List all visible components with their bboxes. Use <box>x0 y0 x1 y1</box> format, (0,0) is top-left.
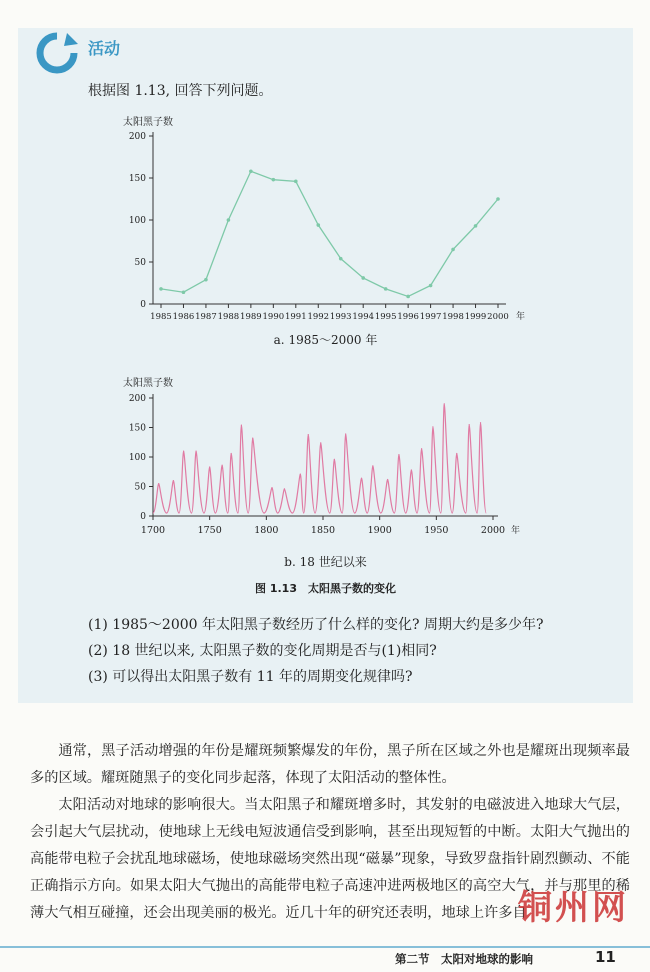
chart-a-x-tick-label: 1988 <box>217 312 240 322</box>
chart-a-caption: a. 1985～2000 年 <box>273 333 378 347</box>
chart-b-peak-point <box>469 424 470 425</box>
chart-b-x-tick-label: 1950 <box>424 525 449 536</box>
chart-b-peak-point <box>195 451 196 452</box>
chart-b-peak-point <box>252 438 253 439</box>
chart-a-data-point <box>361 276 365 280</box>
chart-b-y-tick-label: 100 <box>128 453 146 463</box>
page-number: 11 <box>595 948 616 966</box>
question-3: (3) 可以得出太阳黑子数有 11 年的周期变化规律吗? <box>88 669 413 685</box>
watermark: 铜州网 <box>518 888 629 928</box>
chart-a-x-tick-label: 1991 <box>284 312 307 322</box>
question-1: (1) 1985～2000 年太阳黑子数经历了什么样的变化? 周期大约是多少年? <box>88 617 544 633</box>
chart-a-x-tick-label: 1999 <box>464 312 487 322</box>
chart-b-y-label: 太阳黑子数 <box>123 378 173 389</box>
chart-a-data-point <box>474 224 478 228</box>
chart-a-series-line <box>161 171 498 296</box>
chart-a-data-point <box>384 287 388 291</box>
chart-b-x-tick-label: 1750 <box>197 525 222 536</box>
chart-b-peak-point <box>372 465 373 466</box>
chart-b-y-tick-label: 50 <box>134 482 146 493</box>
chart-a-y-tick-label: 150 <box>128 174 146 184</box>
chart-b-x-tick-label: 1900 <box>367 525 392 536</box>
chart-b-peak-point <box>444 403 445 404</box>
activity-intro: 根据图 1.13, 回答下列问题。 <box>88 83 273 99</box>
chart-b-peak-point <box>320 442 321 443</box>
chart-b-peak-point <box>231 453 232 454</box>
chart-a-y-tick-label: 0 <box>140 300 146 310</box>
chart-a-data-point <box>249 169 253 173</box>
chart-b-y-tick-label: 200 <box>128 394 146 404</box>
chart-b-x-tick-label: 1700 <box>140 525 166 536</box>
chart-b-y-tick-label: 0 <box>140 512 146 522</box>
chart-b-peak-point <box>271 487 272 488</box>
chart-b-caption: b. 18 世纪以来 <box>284 555 367 569</box>
chart-a-x-tick-label: 1992 <box>307 312 330 322</box>
activity-title: 活动 <box>88 39 121 58</box>
chart-a-x-tick-label: 1995 <box>374 312 397 322</box>
chart-b-peak-point <box>241 425 242 426</box>
chart-a-data-point <box>182 290 186 294</box>
chart-a-x-tick-label: 1993 <box>329 312 352 322</box>
chart-b-peak-point <box>432 426 433 427</box>
chart-b-peak-point <box>173 480 174 481</box>
chart-b-x-tick-label: 1800 <box>254 525 279 536</box>
chart-b-peak-point <box>411 469 412 470</box>
chart-b-peak-point <box>456 453 457 454</box>
chart-b-y-tick-label: 150 <box>128 423 146 434</box>
chart-b-peak-point <box>222 465 223 466</box>
chart-a-data-point <box>339 257 343 261</box>
chart-a-data-point <box>272 178 276 182</box>
chart-a-y-label: 太阳黑子数 <box>123 117 173 128</box>
chart-a-x-tick-label: 1989 <box>240 312 262 322</box>
chart-b-x-tick-label: 2000 <box>480 525 506 536</box>
chart-b-peak-point <box>209 466 210 467</box>
chart-b-peak-point <box>421 448 422 449</box>
chart-a-data-point <box>227 218 231 222</box>
chart-b-peak-point <box>398 454 399 455</box>
chart-a-y-tick-label: 50 <box>134 258 146 268</box>
chart-a-data-point <box>429 284 433 288</box>
chart-a-data-point <box>316 223 320 227</box>
chart-a-data-point <box>204 278 208 282</box>
chart-b-series-line <box>153 404 486 513</box>
chart-a-x-tick-label: 1985 <box>150 312 172 322</box>
activity-box <box>18 28 633 703</box>
figure-caption: 图 1.13 太阳黑子数的变化 <box>255 582 396 595</box>
chart-b-peak-point <box>480 422 481 423</box>
chart-b-peak-point <box>387 479 388 480</box>
chart-a-x-tick-label: 1987 <box>195 312 217 322</box>
chart-a-x-tick-label: 1998 <box>442 312 464 322</box>
chart-a-x-tick-label: 1986 <box>172 312 195 322</box>
chart-a-data-point <box>159 287 163 291</box>
question-2: (2) 18 世纪以来, 太阳黑子数的变化周期是否与(1)相同? <box>88 643 437 659</box>
chart-a-x-tick-label: 1996 <box>397 312 419 322</box>
chart-b-peak-point <box>308 434 309 435</box>
chart-b-peak-point <box>183 451 184 452</box>
chart-a-data-point <box>406 295 410 299</box>
chart-b-peak-point <box>284 488 285 489</box>
paragraph-1: 通常，黑子活动增强的年份是耀斑频繁爆发的年份，黑子所在区域之外也是耀斑出现频率最多的区域。耀斑随黑子的变化同步起落，体现了太阳活动的整体性。 <box>30 743 630 786</box>
chart-a-x-tick-label: 1997 <box>419 312 442 322</box>
chart-a-data-point <box>294 180 298 184</box>
chart-b-x-tick-label: 1850 <box>310 525 336 536</box>
chart-b-peak-point <box>361 478 362 479</box>
chart-a-y-tick-label: 100 <box>128 216 146 226</box>
footer-rule <box>0 946 650 948</box>
chart-a <box>123 115 525 322</box>
chart-b-peak-point <box>300 474 301 475</box>
chart-b-x-unit: 年 <box>511 526 521 536</box>
chart-a-data-point <box>451 248 455 252</box>
chart-a-x-unit: 年 <box>516 312 526 322</box>
chart-a-y-tick-label: 200 <box>128 132 146 142</box>
figure-1-13 <box>18 28 633 703</box>
chart-b-peak-point <box>345 433 346 434</box>
chart-b-peak-point <box>158 483 159 484</box>
chart-a-x-tick-label: 2000 <box>487 312 509 322</box>
chart-b <box>123 376 520 536</box>
chart-a-x-tick-label: 1990 <box>262 312 285 322</box>
chart-a-data-point <box>496 197 500 201</box>
paragraph-2: 太阳活动对地球的影响很大。当太阳黑子和耀斑增多时，其发射的电磁波进入地球大气层，会引起大气层扰动，使地球上无线电短波通信受到影响，甚至出现短暂的中断。太阳大气抛出的高能带电粒子会扰乱地球磁场，使地球磁场突然出现“磁暴”现象，导致罗盘指针剧烈颤动、不能正确指示方向。如果太阳大气抛出的高能带电粒子高速冲进两极地区的高空大气，并与那里的稀薄大气相互碰撞，还会出现美丽的极光。近几十年的研究还表明，地球上许多自 <box>30 797 630 921</box>
chart-a-x-tick-label: 1994 <box>352 312 375 322</box>
footer-section: 第二节 太阳对地球的影响 <box>395 952 533 966</box>
chart-b-peak-point <box>334 459 335 460</box>
